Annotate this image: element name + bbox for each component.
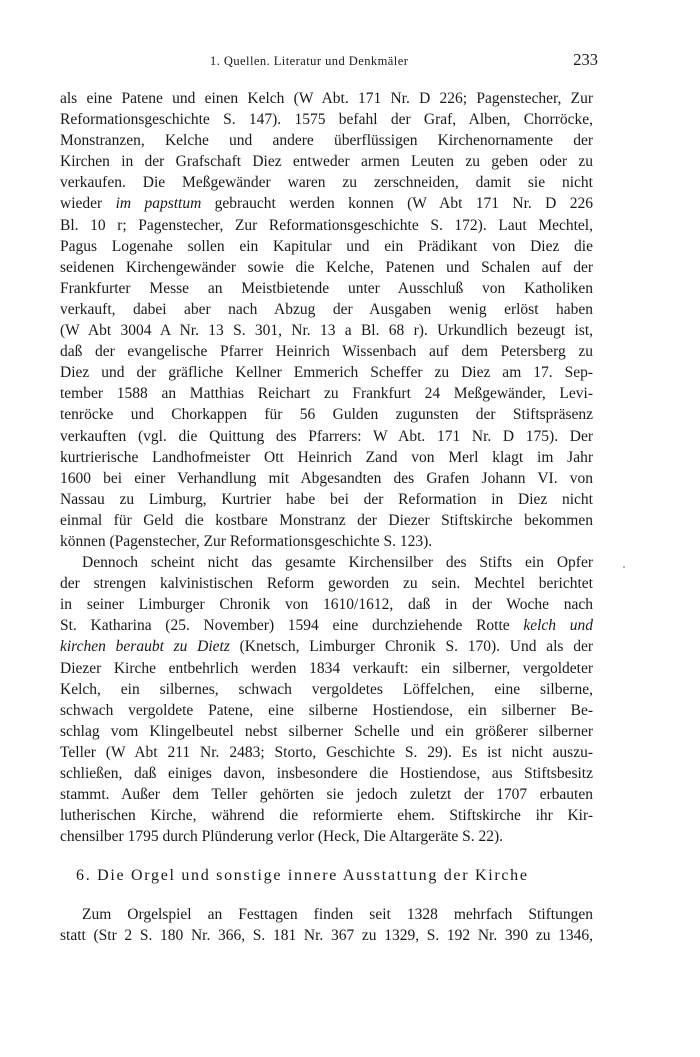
italic-quote: kirchen beraubt zu Dietz [60,638,230,656]
text-line: (W Abt 3004 A Nr. 13 S. 301, Nr. 13 a Bl. 68 r). Urkundlich bezeugt ist, [60,322,593,340]
section-heading: 6. Die Orgel und sonstige innere Ausstattung der Kirche [76,867,529,884]
text-line: Kirchen in der Grafschaft Diez entweder armen Leuten zu geben oder zu [60,153,593,171]
text-run: gebraucht werden konnen (W Abt 171 Nr. D 226 [201,195,594,213]
text-line: Zum Orgelspiel an Festtagen finden seit 1328 mehrfach Stiftungen [82,906,593,923]
text-line: Diez und der gräfliche Kellner Emmerich Scheffer zu Diez am 17. Sep- [60,364,593,382]
text-run: (Knetsch, Limburger Chronik S. 170). Und als der [229,638,593,656]
running-header [60,50,598,74]
text-run: wieder [60,195,116,213]
text-line: Bl. 10 r; Pagenstecher, Zur Reformationsgeschichte S. 172). Laut Mechtel, [60,216,593,234]
text-line: in seiner Limburger Chronik von 1610/1612, daß in der Woche nach [60,596,593,614]
paragraph [60,904,593,946]
text-line [60,636,593,657]
paragraph [60,88,593,552]
text-line: schlag vom Klingelbeutel nebst silberner Schelle und ein größerer silberner [60,722,593,740]
running-title: 1. Quellen. Literatur und Denkmäler [210,54,409,68]
text-line: lutherischen Kirche, während die reformierte ehem. Stiftskirche ihr Kir- [60,807,593,825]
text-line: tember 1588 an Matthias Reichart zu Frankfurt 24 Meßgewänder, Levi- [60,385,593,403]
text-line: schwach vergoldete Patene, eine silberne Hostiendose, ein silberner Be- [60,701,593,719]
text-line: tenröcke und Chorkappen für 56 Gulden zugunsten der Stiftspräsenz [60,406,593,424]
text-line: Nassau zu Limburg, Kurtrier habe bei der Reformation in Diez nicht [60,490,593,508]
italic-quote: im papsttum [115,195,202,213]
text-line: verkauft, dabei aber nach Abzug der Ausgaben wenig erlöst haben [60,300,593,318]
text-line: als eine Patene und einen Kelch (W Abt. 171 Nr. D 226; Pagenstecher, Zur [60,90,593,107]
paragraph [60,552,593,847]
text-line: seidenen Kirchengewänder sowie die Kelche, Patenen und Schalen auf der [60,258,593,276]
text-line: Frankfurter Messe an Meistbietende unter Ausschluß von Katholiken [60,279,593,297]
text-line: schließen, daß einiges davon, insbesondere die Hostiendose, aus Stiftsbesitz [60,765,593,782]
text-line: Teller (W Abt 211 Nr. 2483; Storto, Geschichte S. 29). Es ist nicht auszu- [60,743,593,761]
text-line: Pagus Logenahe sollen ein Kapitular und ein Prädikant von Diez die [60,237,593,255]
italic-quote: kelch und [523,617,593,635]
text-line: Reformationsgeschichte S. 147). 1575 befahl der Graf, Alben, Chorröcke, [60,111,593,129]
text-line: der strengen kalvinistischen Reform geworden zu sein. Mechtel berichtet [60,575,593,593]
page-number: 233 [573,50,598,69]
scan-speck [623,566,625,568]
text-line: stammt. Außer dem Teller gehörten sie jedoch zuletzt der 1707 erbauten [60,786,593,804]
text-line: Diezer Kirche entbehrlich werden 1834 verkauft: ein silberner, vergoldeter [60,659,593,677]
text-line: statt (Str 2 S. 180 Nr. 366, S. 181 Nr. 367 zu 1329, S. 192 Nr. 390 zu 1346, [60,927,593,945]
text-line: verkauften (vgl. die Quittung des Pfarrers: W Abt. 171 Nr. D 175). Der [60,427,593,445]
text-line [60,615,593,636]
text-line: Monstranzen, Kelche und andere überflüssigen Kirchenornamente der [60,132,593,150]
text-line: kurtrierische Landhofmeister Ott Heinrich Zand von Merl klagt im Jahr [60,448,593,466]
text-line: können (Pagenstecher, Zur Reformationsgeschichte S. 123). [60,532,433,550]
body-text-continued [60,904,593,946]
text-line: Dennoch scheint nicht das gesamte Kirchensilber des Stifts ein Opfer [82,554,593,572]
text-line: chensilber 1795 durch Plünderung verlor (Heck, Die Altargeräte S. 22). [60,828,504,846]
text-line: 1600 bei einer Verhandlung mit Abgesandten des Grafen Johann VI. von [60,469,593,487]
text-line: Kelch, ein silbernes, schwach vergoldetes Löffelchen, eine silberne, [60,680,593,698]
text-run: St. Katharina (25. November) 1594 eine durchziehende Rotte [60,617,524,635]
text-line [60,193,593,214]
body-text [60,88,593,847]
text-line: verkaufen. Die Meßgewänder waren zu zerschneiden, damit sie nicht [60,174,593,192]
text-line: einmal für Geld die kostbare Monstranz der Diezer Stiftskirche bekommen [60,511,593,529]
text-line: daß der evangelische Pfarrer Heinrich Wissenbach auf dem Petersberg zu [60,343,593,361]
